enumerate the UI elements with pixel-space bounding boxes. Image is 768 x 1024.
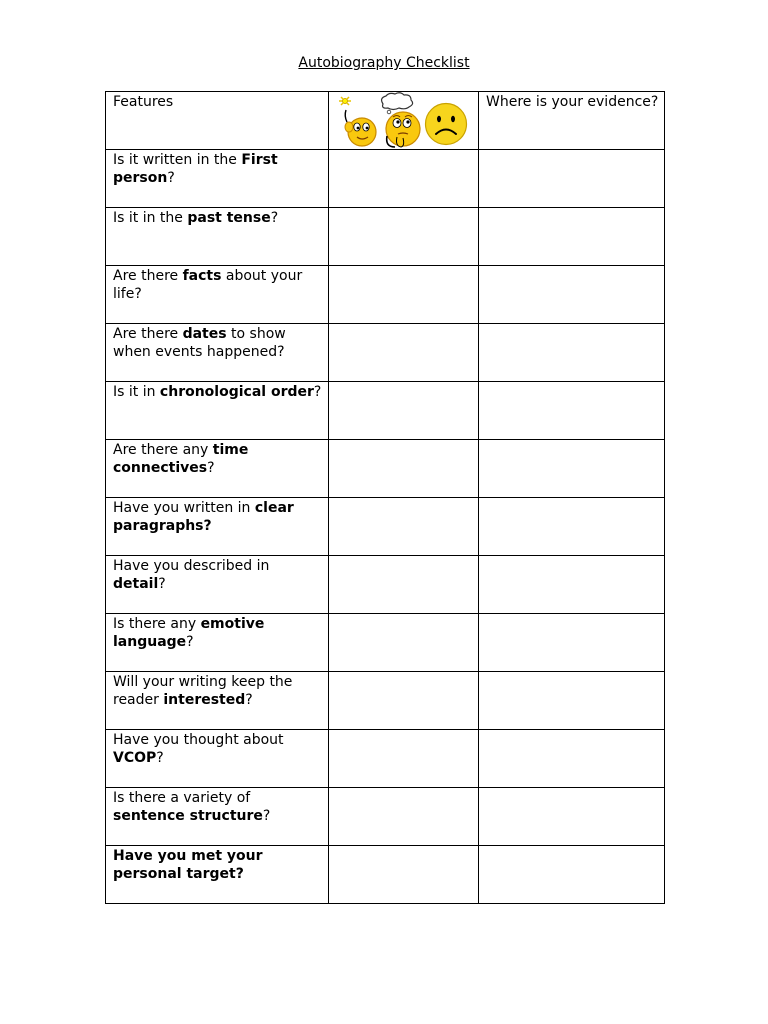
question-text: Is there a variety of bbox=[113, 790, 251, 806]
question-text-end: ? bbox=[207, 460, 215, 476]
feature-question bbox=[106, 150, 328, 187]
question-keyword: sentence structure bbox=[113, 808, 263, 824]
page-title: Autobiography Checklist bbox=[298, 55, 470, 71]
feature-cell bbox=[106, 614, 329, 672]
feature-cell bbox=[106, 208, 329, 266]
rating-cell[interactable] bbox=[329, 150, 479, 208]
question-text-end: ? bbox=[270, 210, 279, 226]
checklist-row bbox=[106, 672, 665, 730]
question-keyword: emotive language bbox=[113, 616, 265, 650]
feature-cell bbox=[106, 846, 329, 904]
question-text-end: ? bbox=[262, 808, 271, 824]
evidence-cell[interactable] bbox=[479, 846, 665, 904]
evidence-cell[interactable] bbox=[479, 266, 665, 324]
evidence-cell[interactable] bbox=[479, 208, 665, 266]
feature-question bbox=[106, 672, 328, 709]
faces-header-cell bbox=[329, 92, 479, 150]
feature-question bbox=[106, 208, 328, 227]
question-keyword: clear paragraphs? bbox=[113, 500, 294, 534]
question-keyword: dates bbox=[182, 326, 227, 342]
checklist-table bbox=[105, 91, 665, 904]
thinking-smiley-icon bbox=[375, 92, 425, 149]
feature-cell bbox=[106, 440, 329, 498]
feature-cell bbox=[106, 556, 329, 614]
evidence-cell[interactable] bbox=[479, 614, 665, 672]
sad-face-icon bbox=[424, 102, 468, 146]
question-text-end: ? bbox=[156, 750, 164, 766]
checklist-row bbox=[106, 324, 665, 382]
evidence-cell[interactable] bbox=[479, 788, 665, 846]
question-keyword: interested bbox=[163, 692, 246, 708]
question-text: Have you written in bbox=[113, 500, 255, 516]
checklist-row bbox=[106, 208, 665, 266]
evidence-cell[interactable] bbox=[479, 150, 665, 208]
rating-cell[interactable] bbox=[329, 614, 479, 672]
question-keyword: detail bbox=[113, 576, 159, 592]
checklist-row bbox=[106, 266, 665, 324]
feature-cell bbox=[106, 150, 329, 208]
features-header: Features bbox=[113, 94, 174, 110]
feature-cell bbox=[106, 324, 329, 382]
checklist-row bbox=[106, 614, 665, 672]
question-text-end: to show when events happened? bbox=[113, 326, 286, 360]
rating-cell[interactable] bbox=[329, 846, 479, 904]
feature-question bbox=[106, 324, 328, 361]
rating-cell[interactable] bbox=[329, 498, 479, 556]
rating-cell[interactable] bbox=[329, 266, 479, 324]
evidence-cell[interactable] bbox=[479, 440, 665, 498]
evidence-cell[interactable] bbox=[479, 672, 665, 730]
evidence-header: Where is your evidence? bbox=[486, 94, 659, 110]
question-text-end: ? bbox=[167, 170, 175, 186]
header-row bbox=[106, 92, 665, 150]
evidence-cell[interactable] bbox=[479, 730, 665, 788]
evidence-cell[interactable] bbox=[479, 556, 665, 614]
feature-question bbox=[106, 730, 328, 767]
feature-cell bbox=[106, 788, 329, 846]
question-text: Have you thought about bbox=[113, 732, 284, 748]
rating-cell[interactable] bbox=[329, 324, 479, 382]
feature-question bbox=[106, 788, 328, 825]
question-text-end: ? bbox=[186, 634, 194, 650]
feature-cell bbox=[106, 382, 329, 440]
features-header-cell bbox=[106, 92, 329, 150]
checklist-row bbox=[106, 788, 665, 846]
question-text: Are there bbox=[113, 326, 183, 342]
feature-question bbox=[106, 614, 328, 651]
feature-cell bbox=[106, 498, 329, 556]
question-keyword: facts bbox=[182, 268, 222, 284]
idea-smiley-icon bbox=[333, 96, 379, 148]
rating-cell[interactable] bbox=[329, 208, 479, 266]
evidence-cell[interactable] bbox=[479, 498, 665, 556]
checklist-row bbox=[106, 846, 665, 904]
checklist-row bbox=[106, 556, 665, 614]
feature-question bbox=[106, 266, 328, 303]
question-text: Is there any bbox=[113, 616, 201, 632]
feature-question bbox=[106, 556, 328, 593]
checklist-row bbox=[106, 730, 665, 788]
question-keyword: time connectives bbox=[113, 442, 249, 476]
checklist-row bbox=[106, 150, 665, 208]
question-text: Is it written in the bbox=[113, 152, 242, 168]
feature-cell bbox=[106, 266, 329, 324]
checklist-row bbox=[106, 440, 665, 498]
question-keyword: First person bbox=[113, 152, 278, 186]
question-keyword: VCOP bbox=[113, 750, 157, 766]
question-text: Will your writing keep the reader bbox=[113, 674, 293, 708]
feature-question bbox=[106, 382, 328, 401]
question-keyword: chronological order bbox=[159, 384, 314, 400]
rating-cell[interactable] bbox=[329, 672, 479, 730]
question-text-end: ? bbox=[158, 576, 166, 592]
question-keyword: past tense bbox=[187, 210, 271, 226]
checklist-row bbox=[106, 498, 665, 556]
rating-cell[interactable] bbox=[329, 730, 479, 788]
rating-cell[interactable] bbox=[329, 788, 479, 846]
feature-question bbox=[106, 440, 328, 477]
rating-cell[interactable] bbox=[329, 556, 479, 614]
rating-cell[interactable] bbox=[329, 440, 479, 498]
question-text-end: ? bbox=[245, 692, 253, 708]
feature-cell bbox=[106, 672, 329, 730]
question-text-end: about your life? bbox=[113, 268, 303, 302]
question-text: Is it in the bbox=[113, 210, 188, 226]
question-keyword: Have you met your personal target? bbox=[113, 848, 263, 882]
feature-question bbox=[106, 846, 328, 883]
feature-cell bbox=[106, 730, 329, 788]
checklist-row bbox=[106, 382, 665, 440]
evidence-cell[interactable] bbox=[479, 382, 665, 440]
question-text: Is it in bbox=[113, 384, 160, 400]
feature-question bbox=[106, 498, 328, 535]
question-text: Are there any bbox=[113, 442, 213, 458]
rating-cell[interactable] bbox=[329, 382, 479, 440]
question-text: Are there bbox=[113, 268, 183, 284]
evidence-header-cell bbox=[479, 92, 665, 150]
question-text: Have you described in bbox=[113, 558, 270, 574]
evidence-cell[interactable] bbox=[479, 324, 665, 382]
question-text-end: ? bbox=[313, 384, 322, 400]
